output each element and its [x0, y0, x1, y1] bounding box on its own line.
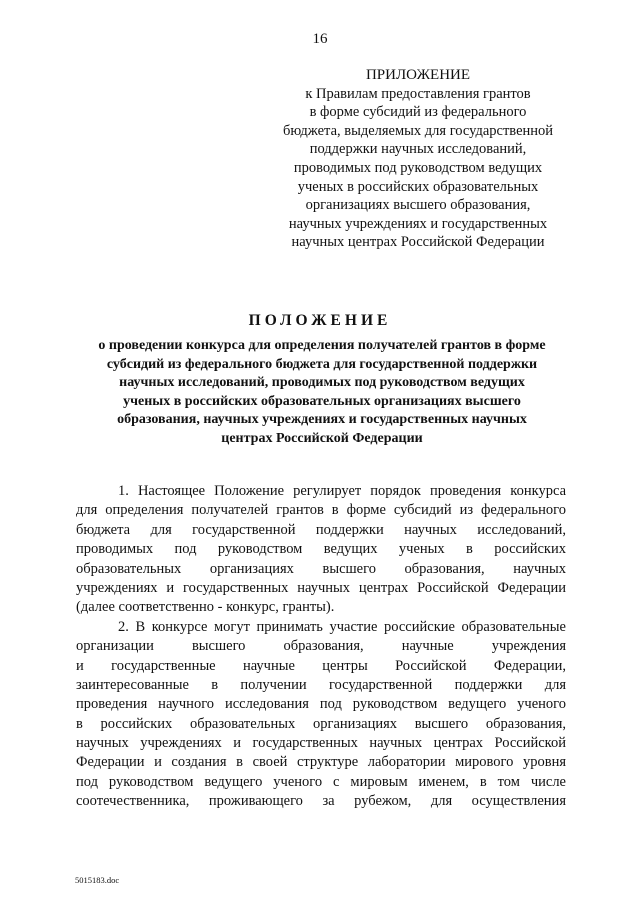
paragraph-line: соотечественника, проживающего за рубежом, для осуществления — [76, 793, 566, 810]
subtitle-line: научных исследований, проводимых под руководством ведущих — [119, 375, 525, 391]
paragraph-line: Федерации и создания в своей структуре лаборатории мирового уровня — [76, 754, 566, 771]
appendix-title: ПРИЛОЖЕНИЕ — [365, 67, 471, 83]
paragraph-line: (далее соответственно - конкурс, гранты). — [76, 599, 335, 616]
appendix-line: бюджета, выделяемых для государственной — [282, 122, 554, 139]
appendix-line: организациях высшего образования, — [305, 197, 531, 214]
paragraph-line: организации высшего образования, научные учреждения — [76, 638, 566, 655]
subtitle-line: образования, научных учреждениях и государственных научных — [117, 412, 527, 428]
paragraph-line: 1. Настоящее Положение регулирует порядок проведения конкурса — [118, 483, 566, 499]
paragraph-line: и государственные научные центры Российской Федерации, — [76, 657, 566, 674]
subtitle-line: о проведении конкурса для определения получателей грантов в форме — [98, 338, 546, 353]
paragraph-line: в российских образовательных организациях высшего образования, — [76, 715, 566, 732]
page-number: 16 — [312, 31, 328, 47]
subtitle-line: субсидий из федерального бюджета для государственной поддержки — [106, 356, 538, 372]
paragraph-line: образовательных организациях высшего образования, научных — [76, 560, 566, 577]
appendix-block — [268, 66, 568, 252]
paragraph-line: бюджета для государственной поддержки научных исследований, — [76, 521, 566, 538]
paragraph-line: учреждениях и государственных научных центрах Российской Федерации — [76, 579, 566, 596]
paragraph-line: научных учреждениях и государственных научных центрах Российской — [76, 735, 566, 752]
appendix-line: ученых в российских образовательных — [297, 178, 539, 195]
subtitle-line: ученых в российских образовательных организациях высшего — [123, 393, 521, 409]
regulation-title: ПОЛОЖЕНИЕ — [248, 312, 392, 329]
paragraph-1 — [76, 482, 566, 618]
body-text — [76, 482, 566, 812]
footer-file-name: 5015183.doc — [75, 875, 120, 885]
paragraph-line: под руководством ведущего ученого с мировым именем, в том числе — [76, 773, 566, 790]
appendix-line: проводимых под руководством ведущих — [293, 159, 543, 176]
appendix-line: в форме субсидий из федерального — [309, 104, 527, 121]
regulation-subtitle — [72, 337, 572, 449]
appendix-line: поддержки научных исследований, — [309, 141, 527, 158]
appendix-line: к Правилам предоставления грантов — [305, 85, 531, 102]
paragraph-line: 2. В конкурсе могут принимать участие российские образовательные — [118, 618, 566, 635]
appendix-line: научных центрах Российской Федерации — [291, 234, 545, 251]
paragraph-line: для определения получателей грантов в форме субсидий из федерального — [76, 502, 566, 519]
appendix-line: научных учреждениях и государственных — [288, 215, 548, 232]
paragraph-line: проводимых под руководством ведущих ученых в российских — [76, 541, 566, 558]
paragraph-line: проведения научного исследования под руководством ведущего ученого — [76, 696, 566, 713]
subtitle-line: центрах Российской Федерации — [221, 430, 423, 446]
paragraph-line: заинтересованные в получении государственной поддержки для — [76, 676, 566, 693]
paragraph-2 — [76, 618, 566, 812]
